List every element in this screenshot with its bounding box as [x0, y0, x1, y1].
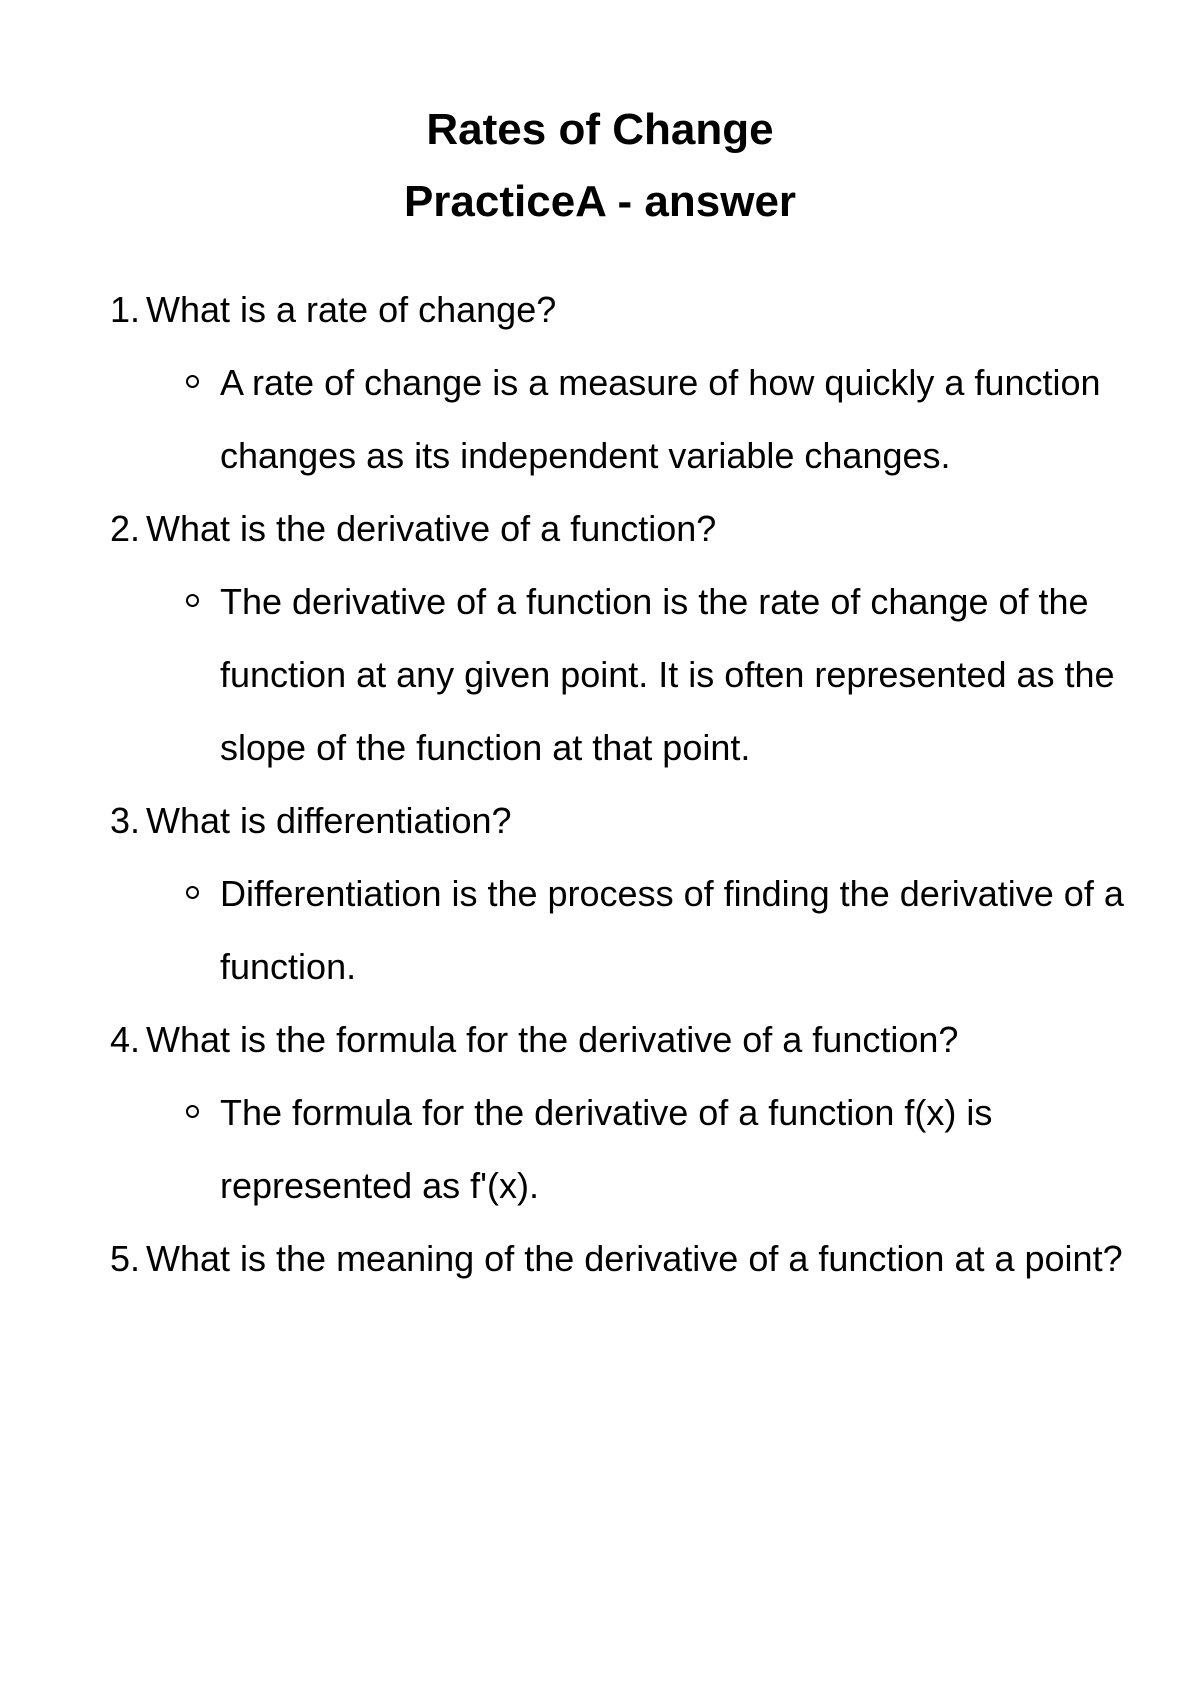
answer-text: The derivative of a function is the rate of change of the function at any given point. It is often represented as the slope of the function at that point.: [220, 581, 1115, 768]
answer-list: [0, 565, 1200, 784]
answer: [0, 857, 1140, 1003]
question-list: [0, 273, 1200, 1295]
answer-list: [0, 1076, 1200, 1222]
answer-list: [0, 346, 1200, 492]
question: [0, 1003, 1126, 1076]
document-title: Rates of Change: [426, 105, 774, 154]
answer-text: A rate of change is a measure of how quickly a function changes as its independent variable changes.: [220, 362, 1101, 476]
question-number: 5.: [110, 1238, 141, 1279]
question-text: What is differentiation?: [146, 800, 512, 841]
question-number: 4.: [110, 1019, 141, 1060]
answer-text: The formula for the derivative of a function f(x) is represented as f'(x).: [220, 1092, 993, 1206]
question: [0, 1222, 1126, 1295]
hollow-circle-bullet-icon: [186, 594, 199, 607]
question-item: [0, 1003, 1200, 1222]
question: [0, 492, 1126, 565]
hollow-circle-bullet-icon: [186, 375, 199, 388]
document-subtitle: PracticeA - answer: [403, 177, 797, 226]
question-item: [0, 784, 1200, 1003]
answer-text: Differentiation is the process of finding the derivative of a function.: [220, 873, 1124, 987]
hollow-circle-bullet-icon: [186, 886, 199, 899]
question: [0, 273, 1126, 346]
answer: [0, 1076, 1140, 1222]
question-text: What is a rate of change?: [146, 289, 557, 330]
answer: [0, 565, 1140, 784]
question-number: 1.: [110, 289, 141, 330]
question-item: [0, 1222, 1200, 1295]
question-number: 2.: [110, 508, 141, 549]
question-text: What is the meaning of the derivative of a function at a point?: [146, 1238, 1123, 1279]
hollow-circle-bullet-icon: [186, 1105, 199, 1118]
question-item: [0, 492, 1200, 784]
question-item: [0, 273, 1200, 492]
question-text: What is the formula for the derivative of a function?: [146, 1019, 959, 1060]
question: [0, 784, 1126, 857]
question-text: What is the derivative of a function?: [146, 508, 717, 549]
answer: [0, 346, 1140, 492]
question-number: 3.: [110, 800, 141, 841]
answer-list: [0, 857, 1200, 1003]
